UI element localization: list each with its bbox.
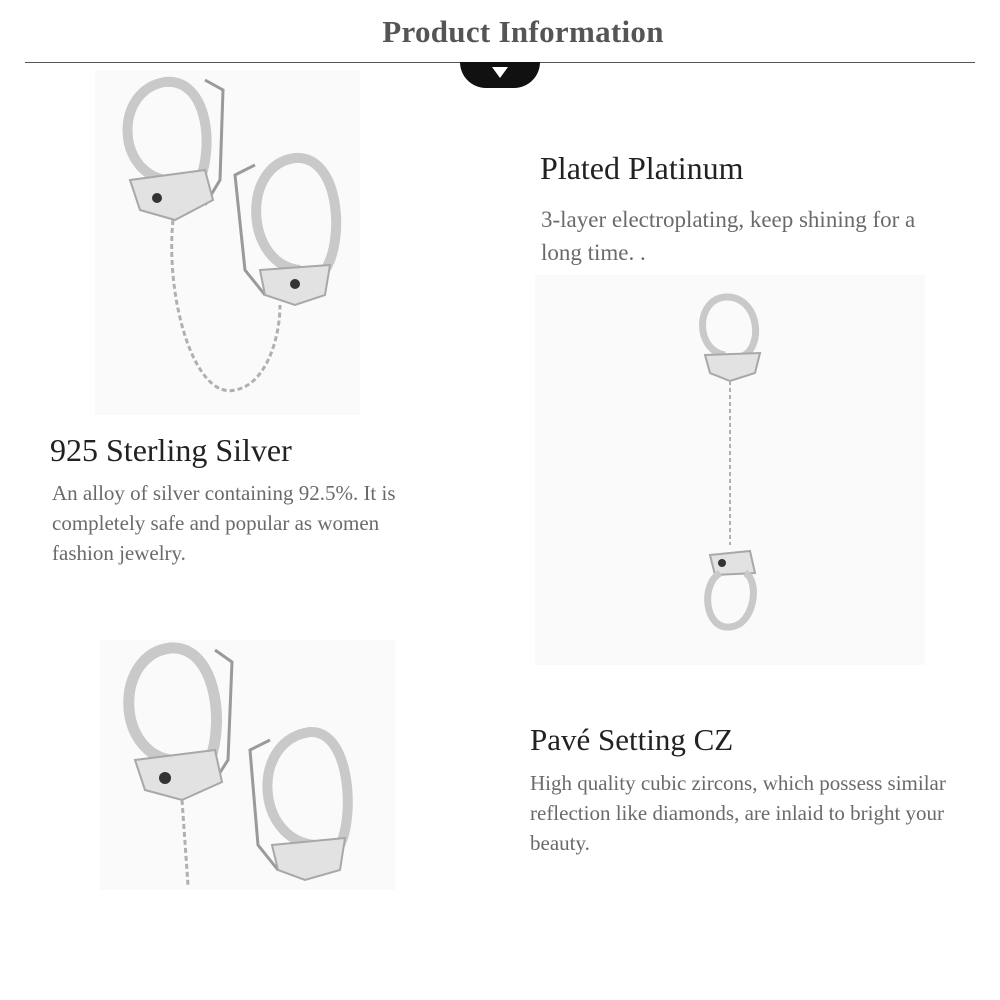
product-photo-handcuff-drop [535, 275, 925, 665]
feature-desc-plated-platinum: 3-layer electroplating, keep shining for a long time. . [541, 207, 916, 265]
product-photo-handcuff-pair [95, 70, 360, 415]
section-marker [460, 62, 540, 88]
chevron-down-icon [490, 64, 510, 80]
feature-title-sterling-silver: 925 Sterling Silver [50, 432, 292, 468]
product-photo-handcuff-closeup [100, 640, 395, 890]
feature-desc-sterling-silver: An alloy of silver containing 92.5%. It is completely safe and popular as women fashion jewelry. [52, 481, 396, 565]
feature-title-pave-setting: Pavé Setting CZ [530, 722, 734, 757]
feature-title-plated-platinum: Plated Platinum [540, 150, 744, 186]
page-title: Product Information [382, 14, 664, 49]
feature-desc-pave-setting: High quality cubic zircons, which possess similar reflection like diamonds, are inlaid to bright your beauty. [530, 771, 946, 855]
